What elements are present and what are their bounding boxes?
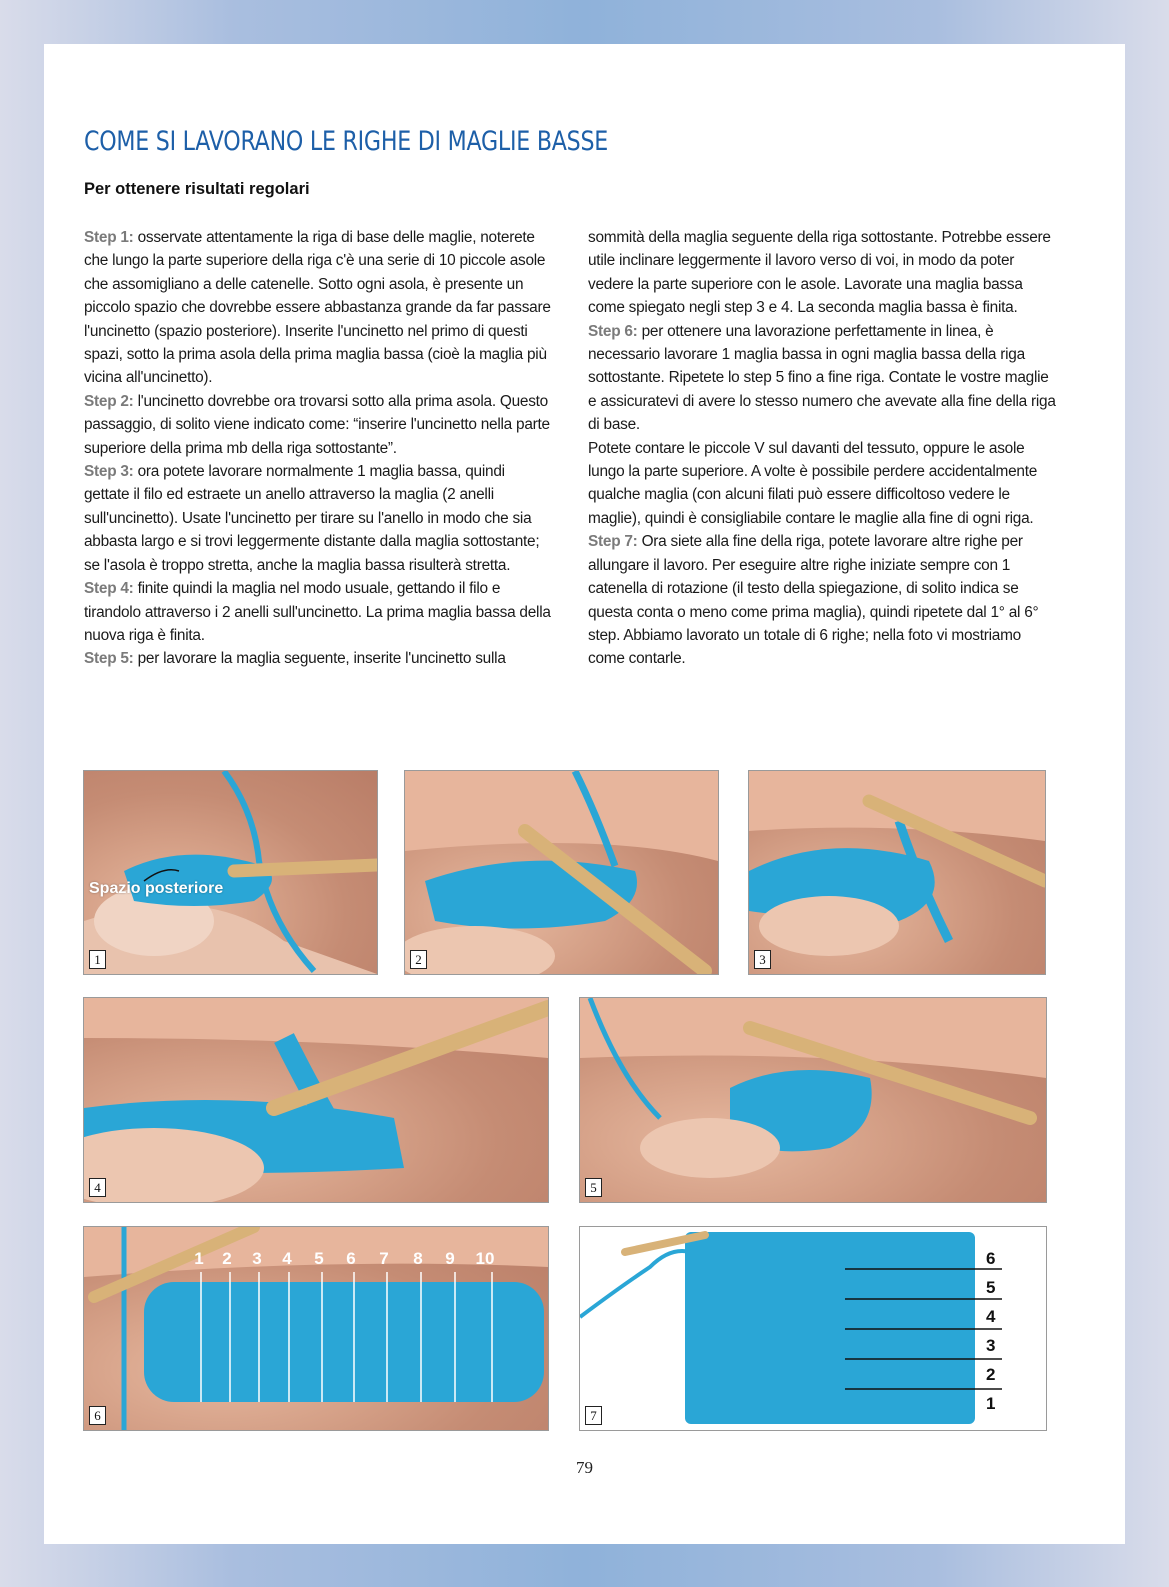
photo-number: 5 <box>585 1178 602 1197</box>
left-column <box>84 226 554 671</box>
stitch-label: 3 <box>252 1249 262 1268</box>
photo-illustration <box>580 998 1046 1202</box>
stitch-label: 10 <box>475 1249 495 1268</box>
stitch-label: 9 <box>445 1249 455 1268</box>
paragraph <box>588 437 1058 531</box>
step-text: ora potete lavorare normalmente 1 maglia bassa, quindi gettate il filo ed estraete un anello attraverso la maglia (2 anelli sull'uncinetto). Usate l'uncinetto per tirare su l'anello in modo che sia abbasta largo e si trovi leggermente distante dalla maglia sottostante; se l'asola è troppo stretta, anche la maglia bassa risulterà stretta. <box>84 463 540 574</box>
page-number: 79 <box>576 1458 593 1477</box>
row-label: 1 <box>986 1394 996 1413</box>
step-label: Step 4: <box>84 580 134 598</box>
photo-illustration <box>749 771 1045 974</box>
photo-number: 6 <box>89 1406 106 1425</box>
step-label: Step 5: <box>84 650 134 668</box>
photo-step-5 <box>579 997 1047 1203</box>
photo-number: 7 <box>585 1406 602 1425</box>
row-label: 3 <box>986 1336 996 1355</box>
photo-step-4 <box>83 997 549 1203</box>
photo-step-6 <box>83 1226 549 1431</box>
page-title: COME SI LAVORANO LE RIGHE DI MAGLIE BASSE <box>84 126 609 157</box>
photo-step-7 <box>579 1226 1047 1431</box>
row-label: 2 <box>986 1365 996 1384</box>
step-label: Step 7: <box>588 533 638 551</box>
step-label: Step 1: <box>84 229 134 246</box>
paragraph <box>588 530 1058 670</box>
stitch-label: 5 <box>314 1249 324 1268</box>
step-text: finite quindi la maglia nel modo usuale, gettando il filo e tirandolo attraverso i 2 anelli sull'uncinetto. La prima maglia bassa della nuova riga è finita. <box>84 580 551 644</box>
step-label: Step 2: <box>84 392 134 410</box>
photo-illustration <box>405 771 718 974</box>
stitch-label: 2 <box>222 1249 232 1268</box>
paragraph <box>588 226 1058 320</box>
paragraph <box>84 460 554 577</box>
paragraph <box>84 647 554 670</box>
stitch-label: 7 <box>379 1249 389 1268</box>
photo-step-2 <box>404 770 719 975</box>
photo-illustration <box>84 771 377 974</box>
step-text: Potete contare le piccole V sul davanti del tessuto, oppure le asole lungo la parte superiore. A volte è possibile perdere accidentalmente qualche maglia (con alcuni filati può essere difficoltoso vedere le maglie), quindi è consigliabile contare le maglie alla fine di ogni riga. <box>588 439 1038 527</box>
stitch-label: 8 <box>413 1249 423 1268</box>
photo-number: 2 <box>410 950 427 969</box>
step-text: sommità della maglia seguente della riga sottostante. Potrebbe essere utile inclinare leggermente il lavoro verso di voi, in modo da poter vedere la parte superiore con le asole. Lavorate una maglia bassa come spiegato negli step 3 e 4. La seconda maglia bassa è finita. <box>588 229 1051 317</box>
step-text: per lavorare la maglia seguente, inserite l'uncinetto sulla <box>133 650 506 668</box>
page <box>44 44 1125 1544</box>
photo-number: 3 <box>754 950 771 969</box>
row-label: 5 <box>986 1278 996 1297</box>
step-label: Step 3: <box>84 463 134 481</box>
paragraph <box>84 390 554 460</box>
photo-number: 1 <box>89 950 106 969</box>
page-subtitle: Per ottenere risultati regolari <box>84 180 310 198</box>
paragraph <box>84 226 554 390</box>
row-label: 6 <box>986 1249 996 1268</box>
paragraph <box>588 320 1058 437</box>
row-label: 4 <box>986 1307 996 1326</box>
photo-step-1 <box>83 770 378 975</box>
photo-caption: Spazio posteriore <box>89 880 224 897</box>
step-text: l'uncinetto dovrebbe ora trovarsi sotto alla prima asola. Questo passaggio, di solito viene indicato come: “inserire l'uncinetto nella parte superiore della prima mb della riga sottostante”. <box>84 392 550 457</box>
photo-illustration <box>84 998 548 1202</box>
photo-illustration <box>580 1227 1046 1430</box>
stitch-label: 6 <box>346 1249 356 1268</box>
stitch-label: 4 <box>282 1249 292 1268</box>
photo-step-3 <box>748 770 1046 975</box>
photo-number: 4 <box>89 1178 106 1197</box>
stitch-label: 1 <box>194 1249 204 1268</box>
right-column <box>588 226 1058 671</box>
step-text: per ottenere una lavorazione perfettamente in linea, è necessario lavorare 1 maglia bassa in ogni maglia bassa della riga sottostante. Ripetete lo step 5 fino a fine riga. Contate le vostre maglie e assicuratevi di avere lo stesso numero che avevate alla fine della riga di base. <box>588 322 1056 434</box>
paragraph <box>84 577 554 647</box>
step-text: Ora siete alla fine della riga, potete lavorare altre righe per allungare il lavoro. Per eseguire altre righe iniziate sempre con 1 catenella di rotazione (il testo della spiegazione, di solito indica se questa conta o meno come prima maglia), quindi ripetete dal 1° al 6° step. Abbiamo lavorato un totale di 6 righe; nella foto vi mostriamo come contarle. <box>588 533 1039 668</box>
step-text: osservate attentamente la riga di base delle maglie, noterete che lungo la parte superiore della riga c'è una serie di 10 piccole asole che assomigliano a delle catenelle. Sotto ogni asola, è presente un piccolo spazio che dovrebbe essere abbastanza grande da far passare l'uncinetto (spazio posteriore). Inserite l'uncinetto nel primo di questi spazi, sotto la prima asola della prima maglia bassa (cioè la maglia più vicina all'uncinetto). <box>84 229 551 387</box>
step-label: Step 6: <box>588 322 638 340</box>
